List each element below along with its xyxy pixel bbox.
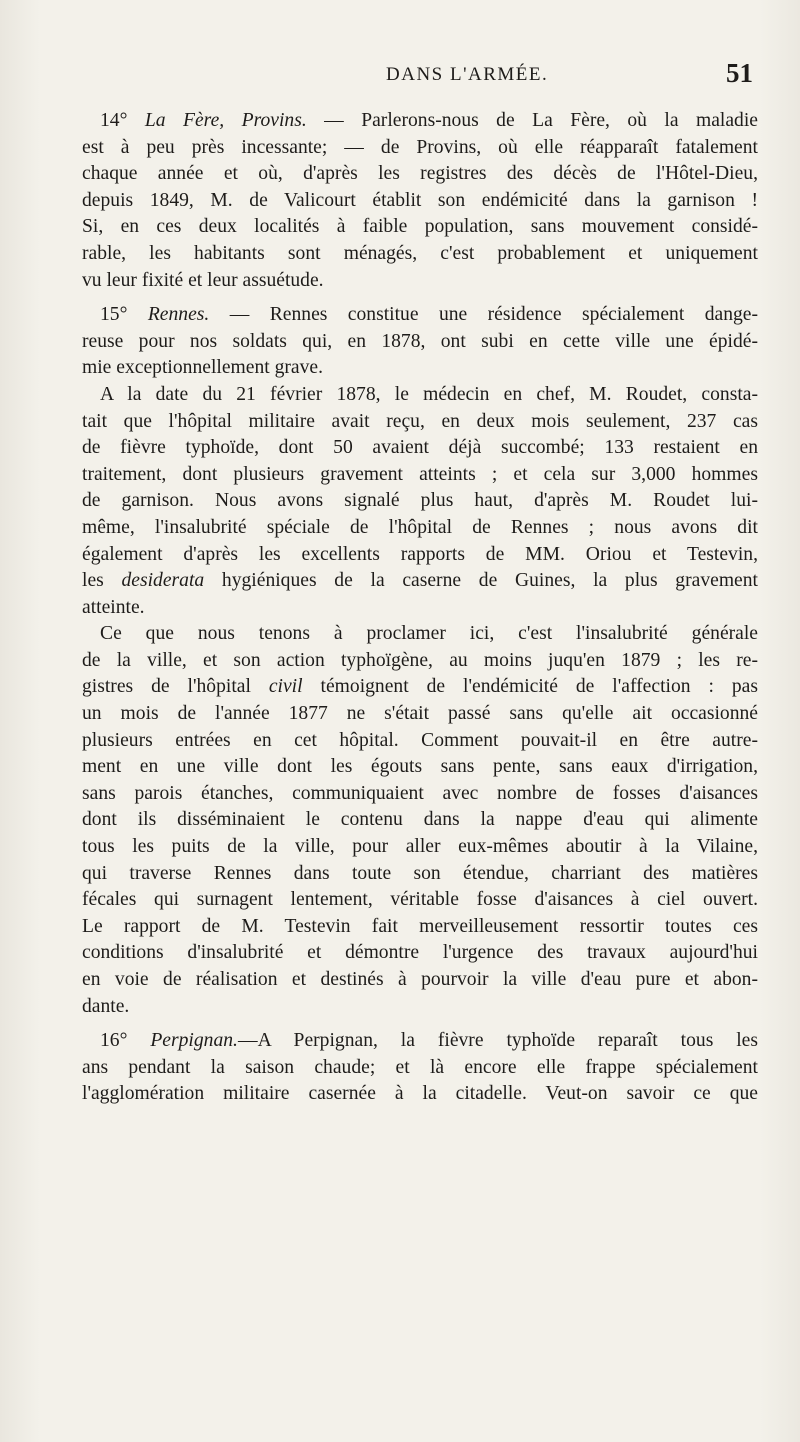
text-run: de garnison. Nous avons signalé plus haut, d'après M. Roudet lui- — [82, 490, 758, 512]
text-run: traitement, dont plusieurs gravement atteints ; et cela sur 3,000 hommes — [82, 463, 758, 485]
text-line — [82, 329, 758, 356]
text-run: gistres de l'hôpital — [82, 676, 269, 698]
text-line — [82, 754, 758, 781]
text-line — [82, 188, 758, 215]
text-run: A la date du 21 février 1878, le médecin en chef, M. Roudet, consta- — [100, 383, 758, 405]
text-line — [82, 542, 758, 569]
text-line — [82, 940, 758, 967]
text-run: témoignent de l'endémicité de l'affection : pas — [302, 676, 758, 698]
text-line — [82, 382, 758, 409]
text-run: de la ville, et son action typhoïgène, au moins juqu'en 1879 ; les re- — [82, 649, 758, 671]
paragraph — [82, 108, 758, 294]
text-run: en voie de réalisation et destinés à pourvoir la ville d'eau pure et abon- — [82, 969, 758, 990]
text-line — [82, 807, 758, 834]
text-run: fécales qui surnagent lentement, véritable fosse d'aisances à ciel ouvert. — [82, 889, 758, 911]
text-run: 15° — [100, 304, 148, 326]
text-run: vu leur fixité et leur assuétude. — [82, 269, 324, 291]
text-run: 14° — [100, 110, 145, 131]
text-line — [82, 701, 758, 728]
text-line — [82, 161, 758, 188]
text-line — [82, 1081, 758, 1108]
text-run: tous les puits de la ville, pour aller eux-mêmes aboutir à la Vilaine, — [82, 836, 758, 858]
text-line — [82, 462, 758, 489]
text-line — [82, 728, 758, 755]
text-line — [82, 781, 758, 808]
paragraph — [82, 302, 758, 1020]
text-line — [82, 1028, 758, 1055]
text-run: hygiéniques de la caserne de Guines, la plus gravement — [204, 570, 758, 592]
text-run: — Parlerons-nous de La Fère, où la maladie — [306, 110, 758, 131]
text-run: l'agglomération militaire casernée à la citadelle. Veut-on savoir ce que — [82, 1083, 758, 1105]
text-run: — Rennes constitue une résidence spécialement dange- — [209, 304, 759, 326]
text-run: dante. — [82, 995, 130, 1017]
italic-run: La Fère, Provins. — [144, 110, 307, 131]
text-run: également d'après les excellents rapports de MM. Oriou et Testevin, — [82, 543, 758, 565]
text-line — [82, 515, 758, 542]
text-line — [82, 674, 758, 701]
page-number: 51 — [726, 58, 753, 88]
text-line — [82, 355, 758, 382]
running-head — [320, 58, 760, 98]
text-run: qui traverse Rennes dans toute son étendue, charriant des matières — [82, 862, 758, 884]
text-run: un mois de l'année 1877 ne s'était passé sans qu'elle ait occasionné — [82, 703, 758, 725]
text-run: dont ils disséminaient le contenu dans la nappe d'eau qui alimente — [82, 809, 758, 831]
text-run: chaque année et où, d'après les registres des décès de l'Hôtel-Dieu, — [82, 163, 758, 185]
text-line — [82, 1055, 758, 1082]
text-run: Ce que nous tenons à proclamer ici, c'est l'insalubrité générale — [100, 623, 758, 645]
text-run: atteinte. — [82, 596, 145, 618]
text-line — [82, 302, 758, 329]
body-text — [82, 108, 758, 1116]
text-line — [82, 861, 758, 888]
text-line — [82, 621, 758, 648]
text-run: sans parois étanches, communiquaient avec nombre de fosses d'aisances — [82, 782, 758, 804]
text-run: tait que l'hôpital militaire avait reçu, en deux mois seulement, 237 cas — [82, 410, 758, 432]
text-run: même, l'insalubrité spéciale de l'hôpital de Rennes ; nous avons dit — [82, 516, 758, 538]
text-run: rable, les habitants sont ménagés, c'est probablement et uniquement — [82, 242, 758, 264]
text-run: 16° — [100, 1030, 151, 1052]
italic-run: Perpignan. — [150, 1030, 238, 1052]
text-run: plusieurs entrées en cet hôpital. Comment pouvait-il en être autre- — [82, 729, 758, 751]
text-line — [82, 595, 758, 622]
text-run: Le rapport de M. Testevin fait merveilleusement ressortir toutes ces — [82, 915, 758, 937]
text-line — [82, 435, 758, 462]
text-line — [82, 648, 758, 675]
text-line — [82, 241, 758, 268]
text-line — [82, 214, 758, 241]
text-line — [82, 887, 758, 914]
text-run: les — [82, 570, 122, 592]
italic-run: civil — [268, 676, 303, 698]
text-run: de fièvre typhoïde, dont 50 avaient déjà succombé; 133 restaient en — [82, 437, 758, 459]
text-run: ment en une ville dont les égouts sans pente, sans eaux d'irrigation, — [82, 756, 758, 778]
text-run: mie exceptionnellement grave. — [82, 357, 324, 379]
text-line — [82, 914, 758, 941]
text-run: depuis 1849, M. de Valicourt établit son endémicité dans la garnison ! — [82, 189, 758, 211]
running-title: DANS L'ARMÉE. — [386, 64, 549, 85]
italic-run: Rennes. — [147, 304, 210, 326]
text-line — [82, 135, 758, 162]
text-run: reuse pour nos soldats qui, en 1878, ont subi en cette ville une épidé- — [82, 330, 758, 352]
text-run: Si, en ces deux localités à faible population, sans mouvement considé- — [82, 216, 758, 238]
text-line — [82, 108, 758, 135]
text-run: —A Perpignan, la fièvre typhoïde reparaît tous les — [237, 1030, 758, 1052]
text-line — [82, 967, 758, 994]
text-line — [82, 409, 758, 436]
text-line — [82, 834, 758, 861]
text-line — [82, 488, 758, 515]
text-line — [82, 268, 758, 295]
text-line — [82, 568, 758, 595]
text-line — [82, 994, 758, 1021]
italic-run: desiderata — [121, 570, 205, 592]
text-run: ans pendant la saison chaude; et là encore elle frappe spécialement — [82, 1056, 758, 1078]
text-run: est à peu près incessante; — de Provins, où elle réapparaît fatalement — [82, 136, 758, 158]
text-run: conditions d'insalubrité et démontre l'urgence des travaux aujourd'hui — [82, 942, 758, 964]
paragraph — [82, 1028, 758, 1108]
